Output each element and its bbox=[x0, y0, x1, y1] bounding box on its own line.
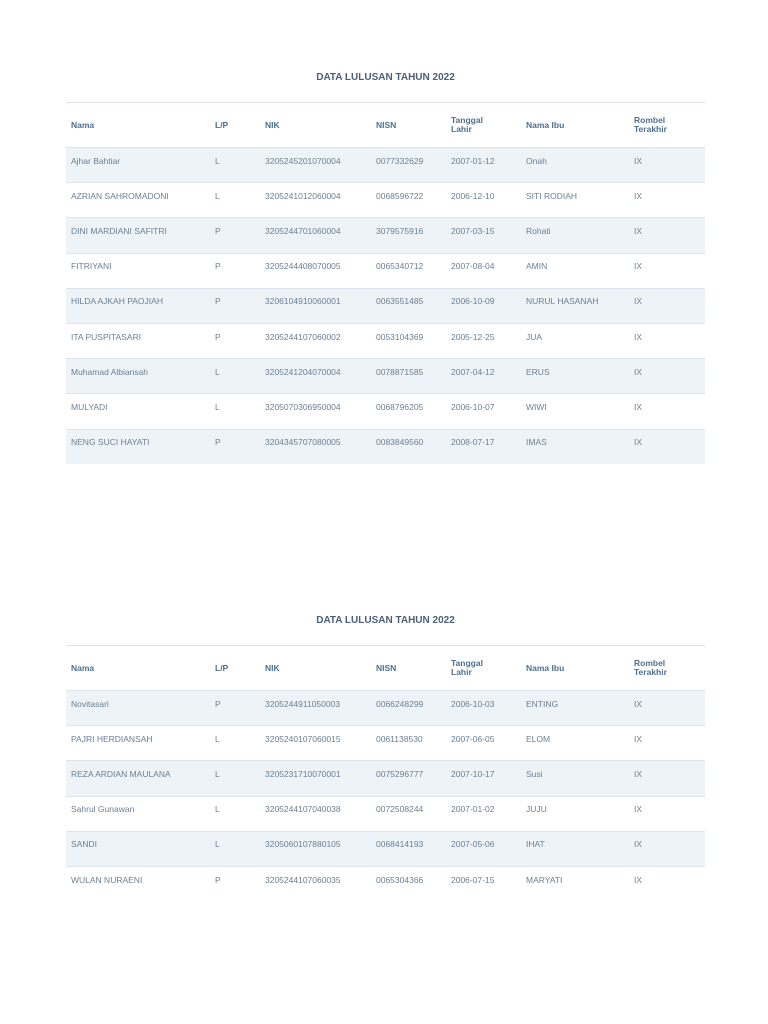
cell-rombel: IX bbox=[634, 437, 643, 448]
cell-tanggal-lahir: 2006-07-15 bbox=[451, 874, 495, 885]
table-row bbox=[66, 761, 705, 796]
cell-nisn: 0063551485 bbox=[376, 296, 424, 307]
cell-nisn: 3079575916 bbox=[376, 225, 424, 236]
table-header-row bbox=[66, 103, 705, 148]
header-tanggal-lahir-line1: Tanggal bbox=[451, 115, 483, 125]
cell-tanggal-lahir: 2007-03-15 bbox=[451, 225, 495, 236]
graduates-section-1 bbox=[66, 71, 705, 464]
cell-nik: 3205060107880105 bbox=[265, 839, 341, 850]
cell-lp: P bbox=[215, 296, 221, 307]
cell-nisn: 0072508244 bbox=[376, 804, 424, 815]
cell-lp: P bbox=[215, 331, 221, 342]
table-row bbox=[66, 359, 705, 394]
table-row bbox=[66, 394, 705, 429]
cell-tanggal-lahir: 2007-01-02 bbox=[451, 804, 495, 815]
cell-nisn: 0065340712 bbox=[376, 261, 424, 272]
cell-lp: L bbox=[215, 190, 220, 201]
table-row bbox=[66, 323, 705, 358]
cell-nik: 3205240107060015 bbox=[265, 733, 341, 744]
header-tanggal-lahir-line2: Lahir bbox=[451, 667, 472, 677]
cell-nama-ibu: Susi bbox=[526, 768, 543, 779]
cell-nama: SANDI bbox=[71, 839, 97, 850]
header-nama: Nama bbox=[71, 662, 95, 673]
cell-rombel: IX bbox=[634, 839, 643, 850]
table-row bbox=[66, 253, 705, 288]
cell-nama-ibu: AMIN bbox=[526, 261, 548, 272]
header-nisn: NISN bbox=[376, 662, 397, 673]
table-row bbox=[66, 796, 705, 831]
header-nisn: NISN bbox=[376, 119, 397, 130]
cell-nama-ibu: Onah bbox=[526, 155, 547, 166]
cell-nama-ibu: SITI RODIAH bbox=[526, 190, 578, 201]
header-rombel bbox=[629, 646, 705, 691]
cell-nama: HILDA AJKAH PAOJIAH bbox=[71, 296, 163, 307]
cell-nik: 3205244107060035 bbox=[265, 874, 341, 885]
table-row bbox=[66, 429, 705, 464]
section-title: DATA LULUSAN TAHUN 2022 bbox=[316, 615, 455, 626]
cell-lp: L bbox=[215, 733, 220, 744]
cell-lp: L bbox=[215, 155, 220, 166]
cell-rombel: IX bbox=[634, 698, 643, 709]
cell-rombel: IX bbox=[634, 768, 643, 779]
cell-nisn: 0066248299 bbox=[376, 698, 424, 709]
cell-nik: 3205241204070004 bbox=[265, 366, 341, 377]
cell-nama: AZRIAN SAHROMADONI bbox=[71, 190, 169, 201]
cell-nama: ITA PUSPITASARI bbox=[71, 331, 142, 342]
cell-rombel: IX bbox=[634, 331, 643, 342]
cell-tanggal-lahir: 2007-06-05 bbox=[451, 733, 495, 744]
cell-nama-ibu: ERUS bbox=[526, 366, 550, 377]
cell-nama-ibu: IMAS bbox=[526, 437, 547, 448]
header-tanggal-lahir-line1: Tanggal bbox=[451, 658, 483, 668]
cell-nama-ibu: WIWI bbox=[526, 401, 547, 412]
cell-nama-ibu: Rohati bbox=[526, 225, 551, 236]
cell-nama: REZA ARDIAN MAULANA bbox=[71, 768, 171, 779]
cell-rombel: IX bbox=[634, 155, 643, 166]
cell-nama-ibu: ENTING bbox=[526, 698, 559, 709]
cell-lp: L bbox=[215, 839, 220, 850]
cell-nama: Sahrul Gunawan bbox=[71, 804, 135, 815]
cell-nisn: 0075296777 bbox=[376, 768, 424, 779]
cell-tanggal-lahir: 2008-07-17 bbox=[451, 437, 495, 448]
cell-lp: P bbox=[215, 698, 221, 709]
cell-nik: 3205070306950004 bbox=[265, 401, 341, 412]
cell-nama: MULYADI bbox=[71, 401, 108, 412]
cell-tanggal-lahir: 2007-04-12 bbox=[451, 366, 495, 377]
cell-lp: P bbox=[215, 261, 221, 272]
header-nama-ibu: Nama Ibu bbox=[526, 119, 565, 130]
table-row bbox=[66, 866, 705, 901]
cell-tanggal-lahir: 2007-05-06 bbox=[451, 839, 495, 850]
table-row bbox=[66, 691, 705, 726]
cell-nik: 3205244701060004 bbox=[265, 225, 341, 236]
cell-tanggal-lahir: 2006-10-07 bbox=[451, 401, 495, 412]
cell-nama: WULAN NURAENI bbox=[71, 874, 143, 885]
cell-tanggal-lahir: 2006-12-10 bbox=[451, 190, 495, 201]
section-title: DATA LULUSAN TAHUN 2022 bbox=[316, 72, 455, 83]
cell-nisn: 0083849560 bbox=[376, 437, 424, 448]
cell-nik: 3205241012060004 bbox=[265, 190, 341, 201]
cell-nama-ibu: JUJU bbox=[526, 804, 547, 815]
cell-nama: Novitasari bbox=[71, 698, 109, 709]
cell-nama: NENG SUCI HAYATI bbox=[71, 437, 150, 448]
graduates-section-2 bbox=[66, 614, 705, 902]
cell-nama-ibu: NURUL HASANAH bbox=[526, 296, 599, 307]
cell-rombel: IX bbox=[634, 261, 643, 272]
cell-rombel: IX bbox=[634, 366, 643, 377]
cell-nama-ibu: IHAT bbox=[526, 839, 545, 850]
table-row bbox=[66, 183, 705, 218]
cell-nisn: 0068414193 bbox=[376, 839, 424, 850]
header-lp: L/P bbox=[215, 662, 229, 673]
cell-nik: 3205244107060002 bbox=[265, 331, 341, 342]
cell-lp: L bbox=[215, 366, 220, 377]
cell-nama-ibu: JUA bbox=[526, 331, 543, 342]
cell-nisn: 0068796205 bbox=[376, 401, 424, 412]
graduates-table bbox=[66, 645, 705, 902]
header-lp: L/P bbox=[215, 119, 229, 130]
cell-tanggal-lahir: 2006-10-03 bbox=[451, 698, 495, 709]
cell-nisn: 0065304366 bbox=[376, 874, 424, 885]
cell-tanggal-lahir: 2007-01-12 bbox=[451, 155, 495, 166]
cell-tanggal-lahir: 2005-12-25 bbox=[451, 331, 495, 342]
header-nik: NIK bbox=[265, 119, 280, 130]
cell-rombel: IX bbox=[634, 733, 643, 744]
cell-nama: DINI MARDIANI SAFITRI bbox=[71, 225, 167, 236]
cell-tanggal-lahir: 2006-10-09 bbox=[451, 296, 495, 307]
cell-nik: 3205244107040038 bbox=[265, 804, 341, 815]
cell-rombel: IX bbox=[634, 225, 643, 236]
cell-rombel: IX bbox=[634, 874, 643, 885]
header-nama-ibu: Nama Ibu bbox=[526, 662, 565, 673]
cell-nik: 3205244911050003 bbox=[265, 698, 341, 709]
table-row bbox=[66, 288, 705, 323]
cell-lp: P bbox=[215, 874, 221, 885]
cell-rombel: IX bbox=[634, 401, 643, 412]
table-row bbox=[66, 831, 705, 866]
header-rombel-line2: Terakhir bbox=[634, 667, 667, 677]
cell-nama-ibu: ELOM bbox=[526, 733, 551, 744]
cell-nik: 3204345707080005 bbox=[265, 437, 341, 448]
cell-nisn: 0078871585 bbox=[376, 366, 424, 377]
cell-nisn: 0061138530 bbox=[376, 733, 423, 744]
cell-nama: PAJRI HERDIANSAH bbox=[71, 733, 153, 744]
cell-nisn: 0053104369 bbox=[376, 331, 424, 342]
cell-lp: L bbox=[215, 768, 220, 779]
table-header-row bbox=[66, 646, 705, 691]
cell-tanggal-lahir: 2007-10-17 bbox=[451, 768, 495, 779]
cell-nama: FITRIYANI bbox=[71, 261, 112, 272]
cell-rombel: IX bbox=[634, 190, 643, 201]
table-row bbox=[66, 726, 705, 761]
header-rombel-line1: Rombel bbox=[634, 658, 666, 668]
header-tanggal-lahir bbox=[446, 646, 521, 691]
cell-nisn: 0077332629 bbox=[376, 155, 424, 166]
cell-nisn: 0068596722 bbox=[376, 190, 424, 201]
header-tanggal-lahir bbox=[446, 103, 521, 148]
header-nik: NIK bbox=[265, 662, 280, 673]
cell-nama-ibu: MARYATI bbox=[526, 874, 563, 885]
header-rombel-line2: Terakhir bbox=[634, 124, 667, 134]
cell-tanggal-lahir: 2007-08-04 bbox=[451, 261, 495, 272]
graduates-table bbox=[66, 102, 705, 464]
cell-lp: L bbox=[215, 804, 220, 815]
header-tanggal-lahir-line2: Lahir bbox=[451, 124, 472, 134]
header-nama: Nama bbox=[71, 119, 95, 130]
cell-lp: L bbox=[215, 401, 220, 412]
cell-nik: 3205231710070001 bbox=[265, 768, 341, 779]
cell-rombel: IX bbox=[634, 804, 643, 815]
cell-nik: 3205244408070005 bbox=[265, 261, 341, 272]
cell-nik: 3205245201070004 bbox=[265, 155, 341, 166]
cell-nik: 3206104910060001 bbox=[265, 296, 341, 307]
header-rombel bbox=[629, 103, 705, 148]
table-row bbox=[66, 218, 705, 253]
cell-rombel: IX bbox=[634, 296, 643, 307]
cell-lp: P bbox=[215, 437, 221, 448]
cell-nama: Ajhar Bahtiar bbox=[71, 155, 121, 166]
header-rombel-line1: Rombel bbox=[634, 115, 666, 125]
cell-lp: P bbox=[215, 225, 221, 236]
cell-nama: Muhamad Albiansah bbox=[71, 366, 149, 377]
table-row bbox=[66, 148, 705, 183]
